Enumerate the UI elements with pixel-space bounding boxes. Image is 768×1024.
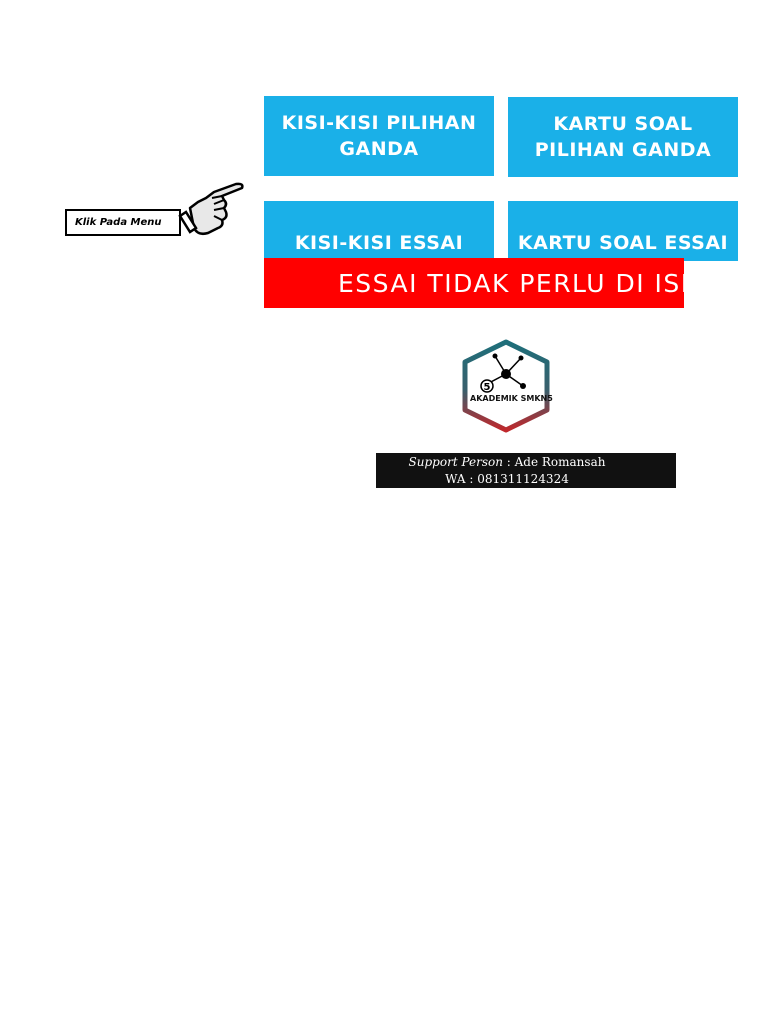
support-person-label: Support Person <box>408 455 503 469</box>
menu-kisi-kisi-pilihan-ganda-button[interactable] <box>264 96 494 176</box>
support-person-name: : Ade Romansah <box>502 455 606 469</box>
klik-pada-menu-label: Klik Pada Menu <box>65 209 181 236</box>
essai-notice-banner <box>264 258 690 308</box>
menu-tile-label: KARTU SOAL ESSAI <box>517 232 729 254</box>
support-contact-box <box>376 453 676 488</box>
akademik-smkn5-logo <box>457 338 555 434</box>
logo-text: AKADEMIK SMKN5 <box>470 394 553 403</box>
support-person-line <box>376 454 638 471</box>
menu-kisi-kisi-essai-button[interactable] <box>264 201 494 261</box>
menu-kartu-soal-essai-button[interactable] <box>508 201 738 261</box>
logo-numeral: 5 <box>483 382 491 393</box>
menu-kartu-soal-pilihan-ganda-button[interactable] <box>508 97 738 177</box>
banner-text: ESSAI TIDAK PERLU DI ISI <box>338 268 690 298</box>
menu-tile-label: KISI-KISI PILIHAN GANDA <box>281 112 477 160</box>
pointing-hand-icon <box>184 178 248 238</box>
menu-tile-label: KARTU SOAL PILIHAN GANDA <box>534 113 712 161</box>
support-wa-line: WA : 081311124324 <box>445 472 569 486</box>
menu-tile-label: KISI-KISI ESSAI <box>294 232 464 254</box>
